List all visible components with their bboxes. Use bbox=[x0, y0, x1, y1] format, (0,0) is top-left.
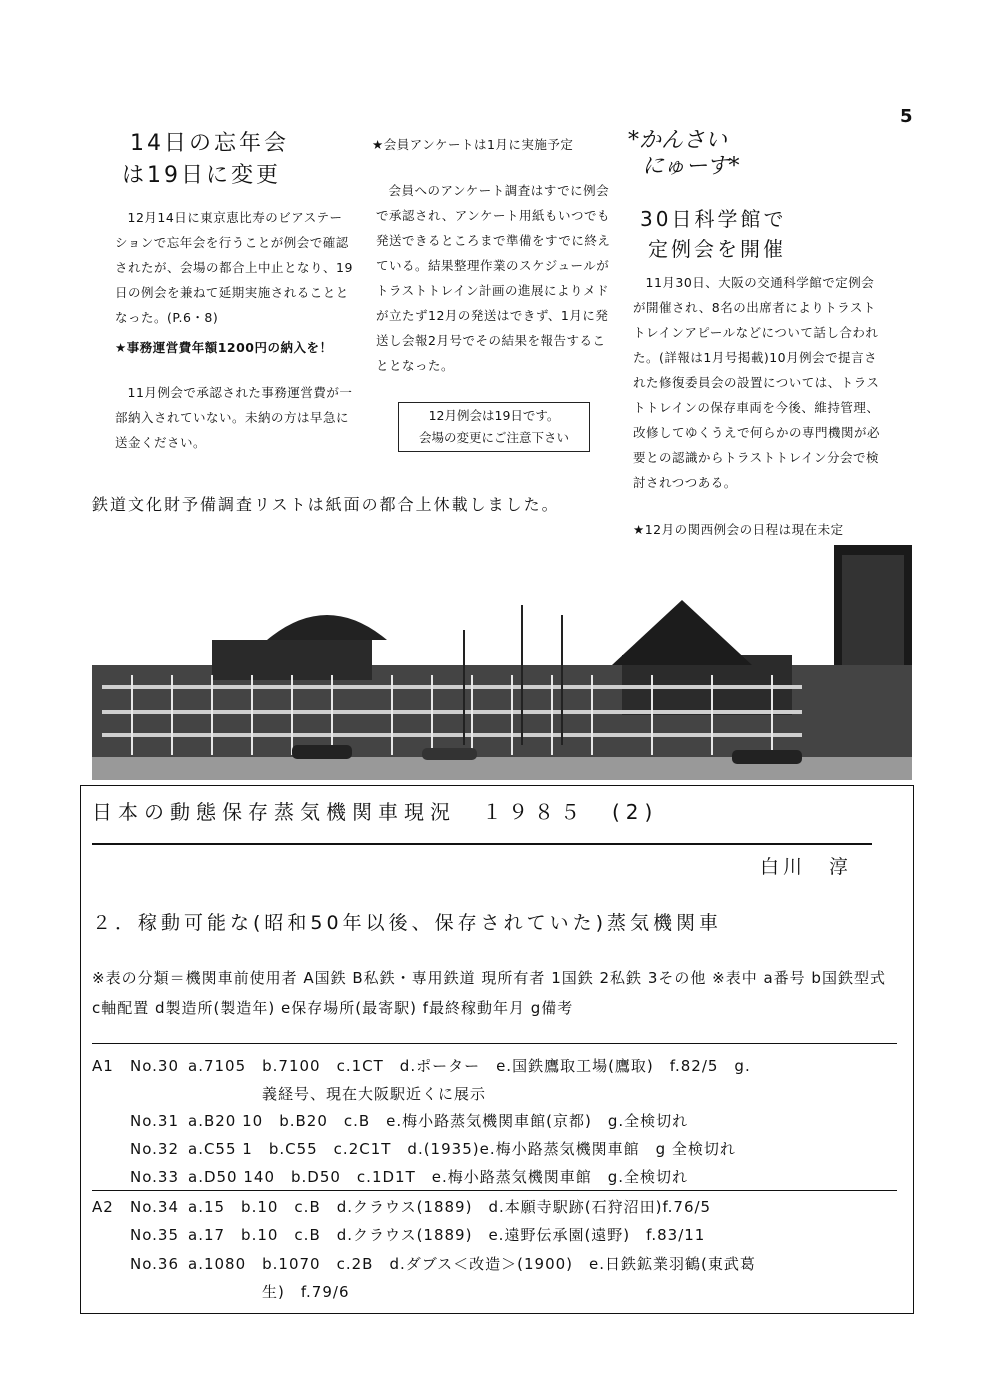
right-paragraph: 11月30日、大阪の交通科学館で定例会が開催され、8名の出席者によりトラストトレインアピールなどについて話し合われた。(詳報は1月号掲載)10月例会で提言された修復委員会の設置については、トラストトレインの保存車両を今後、維持管理、改修してゆくうえで何らかの専門機関が必要との認識からトラストトレイン分会で検討されつつある。 bbox=[633, 275, 881, 490]
table-row bbox=[92, 1055, 751, 1076]
row-number: No.34 bbox=[130, 1198, 179, 1216]
article-title: 日本の動態保存蒸気機関車現況 １９８５ (2) bbox=[92, 800, 659, 824]
station-building-photo bbox=[92, 545, 912, 780]
row-number: No.35 bbox=[130, 1226, 179, 1244]
logo-line-2: にゅーす* bbox=[642, 154, 740, 179]
row-number: No.32 bbox=[130, 1140, 179, 1158]
table-legend: ※表の分類＝機関車前使用者 A国鉄 B私鉄・専用鉄道 現所有者 1国鉄 2私鉄 3その他 ※表中 a番号 b国鉄型式 c軸配置 d製造所(製造年) e保存場所(最寄駅) f最終稼動年月 g備考 bbox=[92, 969, 886, 1017]
left-heading-line2: は19日に変更 bbox=[122, 163, 281, 188]
table-row bbox=[92, 1110, 688, 1131]
table-row bbox=[92, 1224, 705, 1245]
right-heading-line2: 定例会を開催 bbox=[648, 237, 786, 261]
box-line-2: 会場の変更にご注意下さい bbox=[418, 430, 569, 445]
group-divider bbox=[92, 1190, 897, 1191]
kansai-news-logo bbox=[628, 128, 739, 180]
left-heading-line1: 14日の忘年会 bbox=[130, 131, 289, 156]
box-line-1: 12月例会は19日です。 bbox=[428, 408, 560, 423]
logo-line-1: *かんさい bbox=[628, 128, 728, 153]
row-group: A2 bbox=[92, 1198, 114, 1216]
right-note: ★12月の関西例会の日程は現在未定 bbox=[633, 522, 844, 537]
suspension-notice: 鉄道文化財予備調査リストは紙面の都合上休載しました。 bbox=[92, 495, 560, 514]
title-divider bbox=[92, 843, 872, 845]
row-text: a.C55 1 b.C55 c.2C1T d.(1935)e.梅小路蒸気機関車館 g 全検切れ bbox=[188, 1140, 736, 1158]
table-row bbox=[92, 1138, 736, 1159]
table-row bbox=[92, 1166, 688, 1187]
left-paragraph-1: 12月14日に東京恵比寿のビアステーションで忘年会を行うことが例会で確認されたが、会場の都合上中止となり、19日の例会を兼ねて延期実施されることとなった。(P.6・8) bbox=[115, 210, 353, 325]
left-note: ★事務運営費年額1200円の納入を！ bbox=[115, 340, 333, 355]
page-number: 5 bbox=[900, 106, 913, 127]
row-text: a.17 b.10 c.B d.クラウス(1889) e.遠野伝承園(遠野) f.83/11 bbox=[188, 1226, 706, 1244]
row-number: No.36 bbox=[130, 1255, 179, 1273]
row-text: a.D50 140 b.D50 c.1D1T e.梅小路蒸気機関車館 g.全検切れ bbox=[188, 1168, 689, 1186]
middle-note: ★会員アンケートは1月に実施予定 bbox=[372, 137, 574, 152]
row-continuation: 義経号、現在大阪駅近くに展示 bbox=[262, 1085, 487, 1103]
meeting-notice-box bbox=[398, 402, 590, 452]
right-heading-line1: 30日科学館で bbox=[640, 207, 787, 231]
row-number: No.31 bbox=[130, 1112, 179, 1130]
row-number: No.33 bbox=[130, 1168, 179, 1186]
table-top-rule bbox=[92, 1043, 897, 1044]
row-number: No.30 bbox=[130, 1057, 179, 1075]
row-group: A1 bbox=[92, 1057, 114, 1075]
row-text: a.15 b.10 c.B d.クラウス(1889) d.本願寺駅跡(石狩沼田)f.76/5 bbox=[188, 1198, 712, 1216]
middle-paragraph: 会員へのアンケート調査はすでに例会で承認され、アンケート用紙もいつでも発送できるところまで準備をすでに終えている。結果整理作業のスケジュールがトラストトレイン計画の進展によりメドが立たず12月の発送はできず、1月に発送し会報2月号でその結果を報告することとなった。 bbox=[376, 183, 611, 373]
table-row bbox=[92, 1253, 756, 1274]
row-text: a.1080 b.1070 c.2B d.ダブス＜改造＞(1900) e.日鉄鉱業羽鶴(東武葛 bbox=[188, 1255, 756, 1273]
row-continuation: 生) f.79/6 bbox=[262, 1283, 350, 1301]
row-text: a.B20 10 b.B20 c.B e.梅小路蒸気機関車館(京都) g.全検切れ bbox=[188, 1112, 689, 1130]
left-paragraph-2: 11月例会で承認された事務運営費が一部納入されていない。未納の方は早急に送金ください。 bbox=[115, 385, 353, 450]
section-heading: ２．稼動可能な(昭和50年以後、保存されていた)蒸気機関車 bbox=[92, 912, 723, 934]
table-row bbox=[92, 1196, 711, 1217]
article-author: 白川 淳 bbox=[760, 856, 853, 878]
row-text: a.7105 b.7100 c.1CT d.ポーター e.国鉄鷹取工場(鷹取) f.82/5 g. bbox=[188, 1057, 751, 1075]
